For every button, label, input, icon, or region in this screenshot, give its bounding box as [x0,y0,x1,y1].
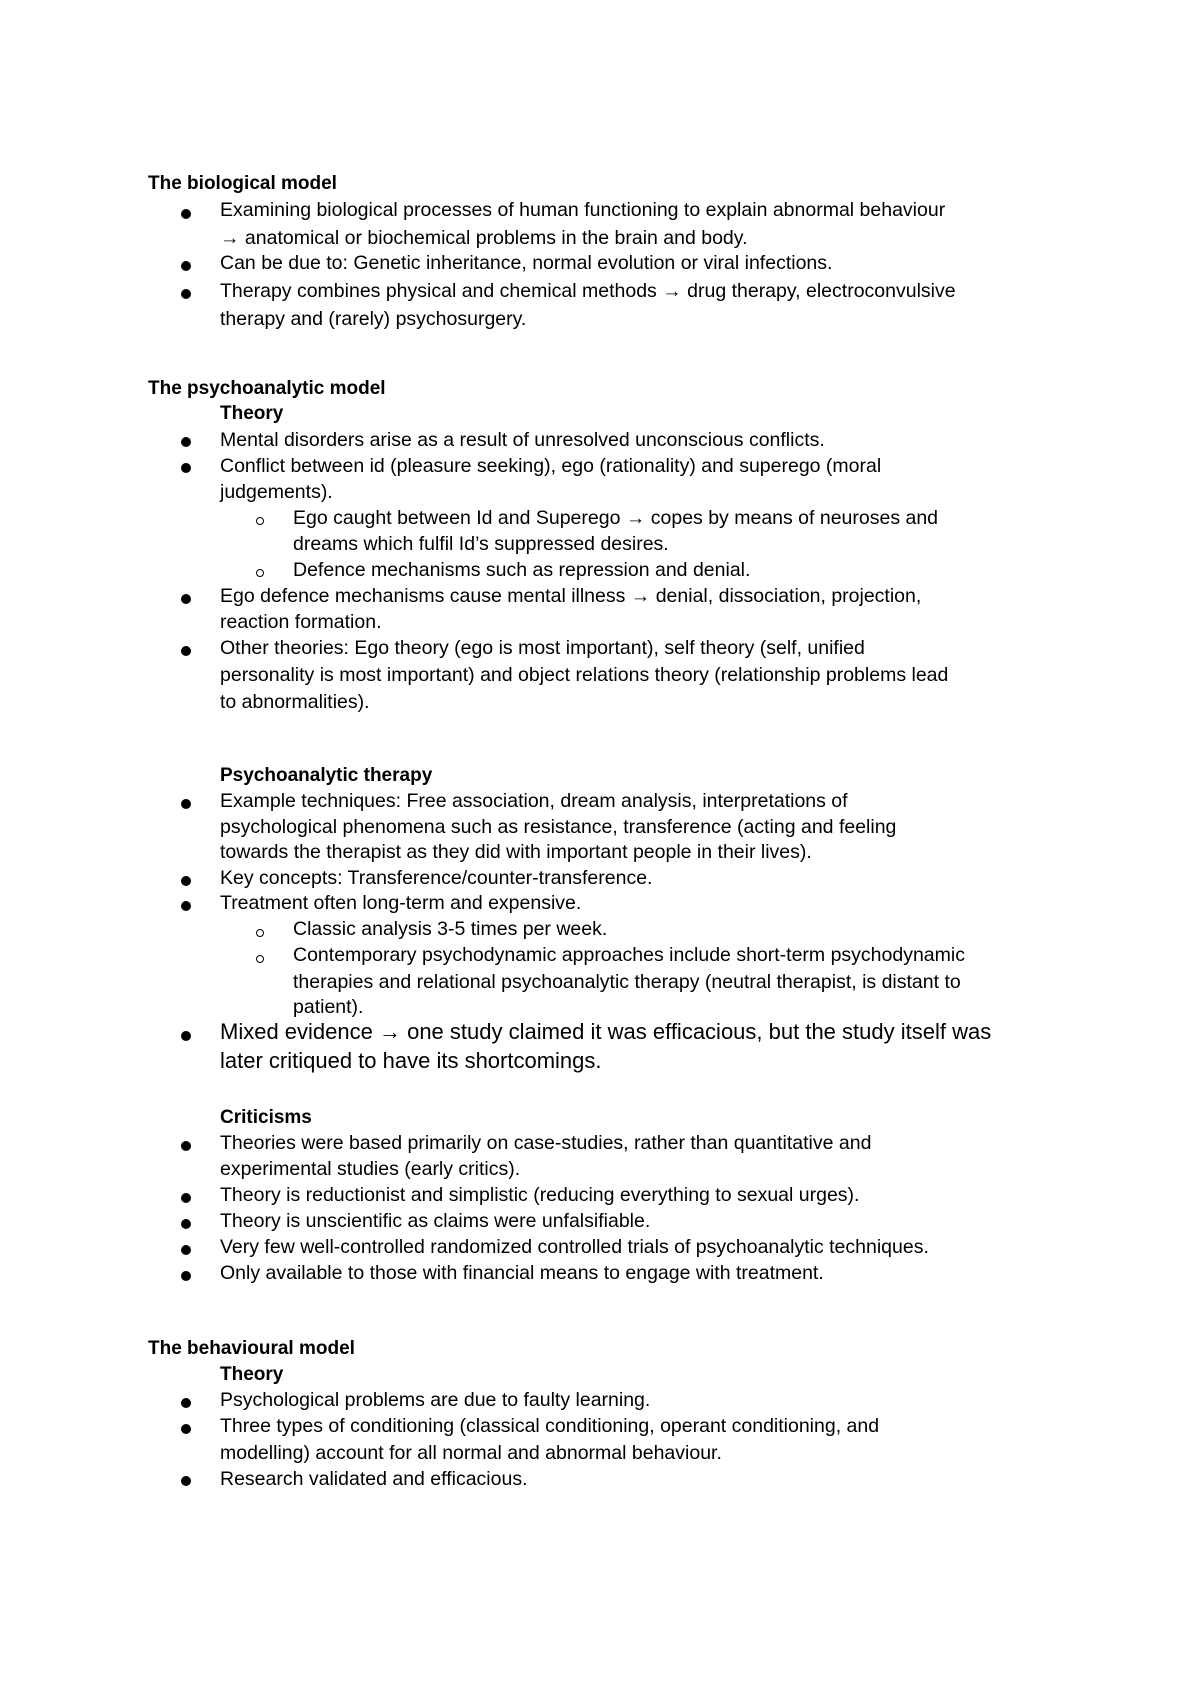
list-item: Example techniques: Free association, dream analysis, interpretations of [220,790,848,812]
list-item-continuation: judgements). [220,481,333,503]
subheading-criticisms: Criticisms [220,1107,312,1128]
bullet-icon [181,1031,191,1041]
list-item: Mixed evidence → one study claimed it was efficacious, but the study itself was [220,1019,992,1044]
sub-list-item-continuation: patient). [293,996,364,1018]
bullet-icon [181,1424,191,1434]
bullet-icon [181,1245,191,1255]
section-heading-psychoanalytic: The psychoanalytic model [148,378,386,399]
list-item: Examining biological processes of human functioning to explain abnormal behaviour [220,199,946,221]
list-item: Therapy combines physical and chemical methods → drug therapy, electroconvulsive [220,280,956,302]
list-item: Research validated and efficacious. [220,1468,528,1490]
sub-list-item: Classic analysis 3-5 times per week. [293,918,608,940]
list-item: Only available to those with financial means to engage with treatment. [220,1262,824,1284]
subheading-theory: Theory [220,403,284,424]
section-heading-behavioural: The behavioural model [148,1338,355,1359]
bullet-icon [181,594,191,604]
list-item-continuation: personality is most important) and object relations theory (relationship problems lead [220,664,949,686]
list-item-continuation: later critiqued to have its shortcomings. [220,1048,602,1073]
list-item: Treatment often long-term and expensive. [220,892,582,914]
bullet-icon [181,799,191,809]
bullet-icon [181,463,191,473]
sub-list-item: Defence mechanisms such as repression and denial. [293,559,751,581]
sub-list-item: Contemporary psychodynamic approaches include short-term psychodynamic [293,944,965,966]
bullet-icon [181,1398,191,1408]
bullet-icon [181,437,191,447]
subheading-psychoanalytic-therapy: Psychoanalytic therapy [220,765,433,786]
bullet-icon [181,1476,191,1486]
circle-bullet-icon [256,929,264,937]
circle-bullet-icon [256,955,264,963]
bullet-icon [181,1219,191,1229]
bullet-icon [181,1271,191,1281]
list-item-continuation: to abnormalities). [220,691,370,713]
list-item: Three types of conditioning (classical conditioning, operant conditioning, and [220,1415,880,1437]
bullet-icon [181,209,191,219]
bullet-icon [181,1141,191,1151]
list-item: Other theories: Ego theory (ego is most important), self theory (self, unified [220,637,865,659]
list-item-continuation: modelling) account for all normal and abnormal behaviour. [220,1442,722,1464]
list-item-continuation: therapy and (rarely) psychosurgery. [220,308,527,330]
list-item: Conflict between id (pleasure seeking), ego (rationality) and superego (moral [220,455,882,477]
section-heading-biological: The biological model [148,173,337,194]
bullet-icon [181,261,191,271]
list-item-continuation: experimental studies (early critics). [220,1158,521,1180]
list-item: Theory is unscientific as claims were unfalsifiable. [220,1210,651,1232]
circle-bullet-icon [256,569,264,577]
list-item: Can be due to: Genetic inheritance, normal evolution or viral infections. [220,252,833,274]
list-item: Very few well-controlled randomized controlled trials of psychoanalytic techniques. [220,1236,929,1258]
list-item-continuation: towards the therapist as they did with important people in their lives). [220,841,812,863]
list-item-continuation: → anatomical or biochemical problems in the brain and body. [220,227,748,249]
list-item: Ego defence mechanisms cause mental illness → denial, dissociation, projection, [220,585,922,607]
list-item: Theories were based primarily on case-studies, rather than quantitative and [220,1132,872,1154]
list-item-continuation: psychological phenomena such as resistance, transference (acting and feeling [220,816,897,838]
subheading-theory: Theory [220,1364,284,1385]
list-item: Mental disorders arise as a result of unresolved unconscious conflicts. [220,429,825,451]
list-item: Theory is reductionist and simplistic (reducing everything to sexual urges). [220,1184,860,1206]
sub-list-item: Ego caught between Id and Superego → copes by means of neuroses and [293,507,939,529]
list-item-continuation: reaction formation. [220,611,382,633]
list-item: Psychological problems are due to faulty learning. [220,1389,651,1411]
bullet-icon [181,876,191,886]
bullet-icon [181,901,191,911]
sub-list-item-continuation: dreams which fulfil Id’s suppressed desires. [293,533,669,555]
bullet-icon [181,289,191,299]
bullet-icon [181,646,191,656]
list-item: Key concepts: Transference/counter-transference. [220,867,653,889]
bullet-icon [181,1193,191,1203]
circle-bullet-icon [256,517,264,525]
sub-list-item-continuation: therapies and relational psychoanalytic therapy (neutral therapist, is distant to [293,971,961,993]
